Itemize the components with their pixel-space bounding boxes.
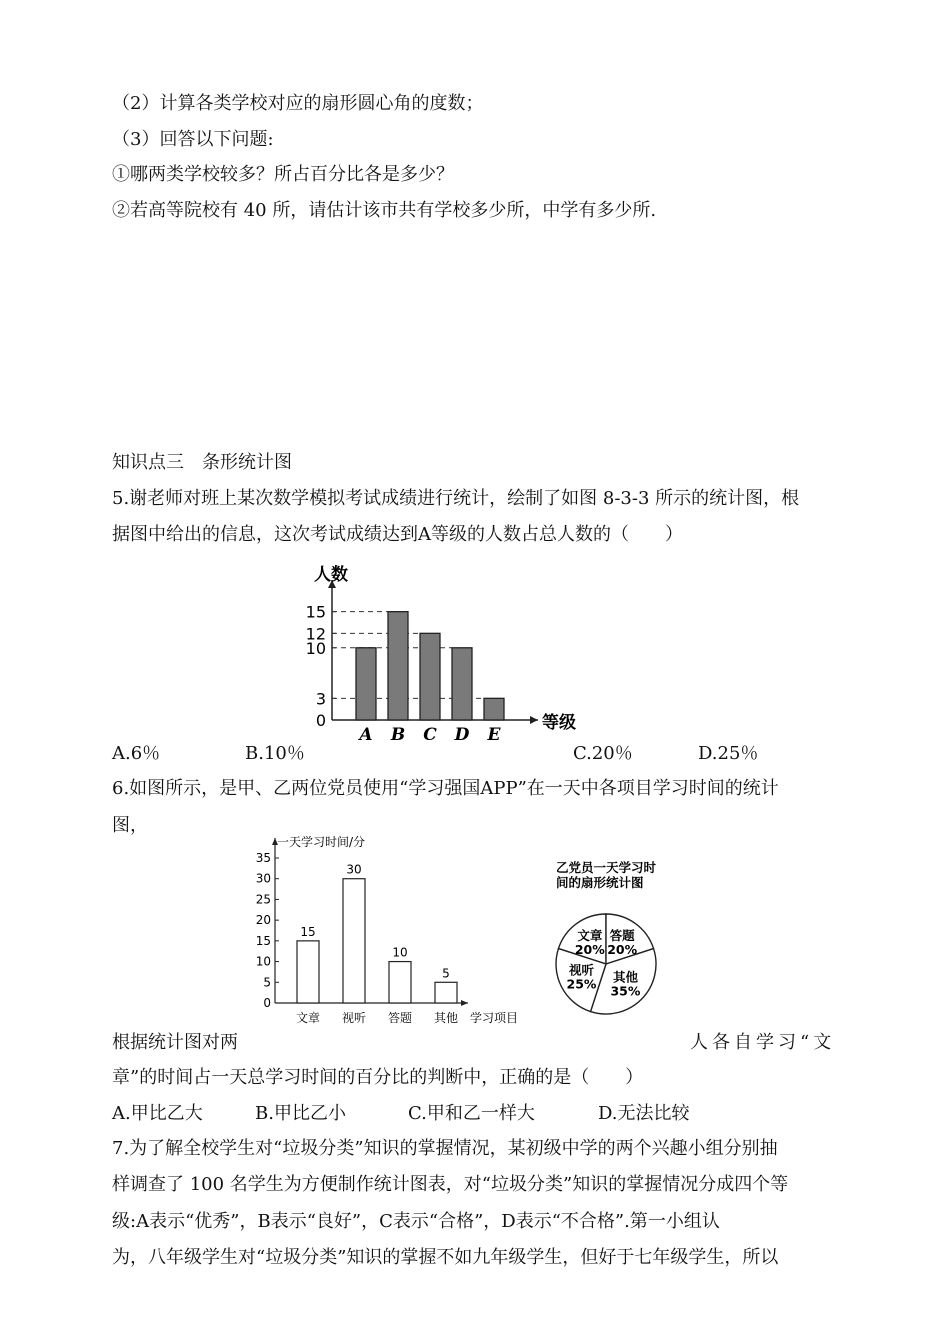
question-part-3-2: ②若高等院校有 40 所，请估计该市共有学校多少所，中学有多少所. [112,200,657,221]
x-tick-label: 其他 [433,1011,459,1025]
pie-value-label: 20% [574,941,605,957]
q5-option-a: A.6％ [112,743,161,764]
pie-title: 乙党员一天学习时 [556,860,657,875]
x-tick-label: C [423,725,437,745]
question-6-line-3-right: 人各自学习“文 [690,1032,836,1053]
question-5-line-1: 5.谢老师对班上某次数学模拟考试成绩进行统计，绘制了如图 8-3-3 所示的统计图，根 [112,488,800,509]
q6-option-b: B.甲比乙小 [255,1103,346,1124]
y-tick-label: 25 [255,892,271,907]
bar-文章 [297,941,319,1003]
question-part-3-1: ①哪两类学校较多？所占百分比各是多少？ [112,164,454,185]
bar-视听 [343,879,365,1003]
y-tick-label: 20 [255,913,271,928]
y-tick-label: 15 [305,602,326,622]
bar-C [420,633,440,720]
q6-option-c: C.甲和乙一样大 [408,1103,535,1124]
bar-B [388,612,408,720]
x-tick-label: 文章 [295,1011,321,1025]
x-axis-arrow [461,1000,468,1006]
x-tick-label: A [359,725,373,745]
question-7-line-4: 为，八年级学生对“垃圾分类”知识的掌握不如九年级学生，但好于七年级学生，所以 [112,1247,779,1268]
question-part-3: （3）回答以下问题: [112,129,274,150]
q5-option-d: D.25％ [698,743,759,764]
q5-option-c: C.20％ [573,743,633,764]
pie-value-label: 25% [566,976,597,992]
x-tick-label: 答题 [387,1011,413,1025]
bar-答题 [389,962,411,1003]
y-tick-label: 10 [255,954,271,969]
question-6-line-4: 章”的时间占一天总学习时间的百分比的判断中，正确的是（ ） [112,1067,644,1088]
y-tick-label: 12 [305,624,326,644]
bar-其他 [435,982,457,1003]
y-tick-label: 10 [305,638,326,658]
section-heading: 知识点三 条形统计图 [112,452,292,473]
y-tick-label: 15 [255,933,271,948]
question-7-line-1: 7.为了解全校学生对“垃圾分类”知识的掌握情况，某初级中学的两个兴趣小组分别抽 [112,1138,778,1159]
y-tick-label: 0 [263,996,271,1010]
data-label: 5 [442,966,450,981]
pie-title: 间的扇形统计图 [556,875,644,890]
y-tick-label: 5 [263,975,271,990]
question-7-line-2: 样调查了 100 名学生为方便制作统计图表，对“垃圾分类”知识的掌握情况分成四个等 [112,1174,789,1195]
x-axis-arrow [530,716,538,724]
y-axis-label: 人数 [314,565,348,585]
pie-label: 视听 [568,962,595,978]
study-time-pie-chart [548,856,698,1026]
question-6-line-2: 图， [112,815,148,836]
data-label: 30 [346,862,362,877]
x-tick-label: 视听 [341,1011,367,1025]
x-tick-label: D [454,725,470,745]
q6-option-d: D.无法比较 [598,1103,690,1124]
bar-D [452,648,472,720]
pie-label: 文章 [577,927,603,943]
y-tick-label: 30 [255,871,271,886]
y-tick-label: 3 [315,689,326,709]
question-part-2: （2）计算各类学校对应的扇形圆心角的度数； [112,93,484,114]
pie-value-label: 20% [607,941,638,957]
y-axis-label: 一天学习时间/分 [277,835,366,849]
q5-option-b: B.10％ [245,743,305,764]
x-axis-label: 学习项目 [470,1011,519,1025]
x-axis-label: 等级 [542,713,576,733]
data-label: 10 [392,945,408,960]
question-5-line-2: 据图中给出的信息，这次考试成绩达到A等级的人数占总人数的（ ） [112,524,683,545]
pie-label: 其他 [612,969,638,985]
y-tick-label: 0 [315,711,326,730]
pie-label: 答题 [609,927,635,943]
bar-E [484,698,504,720]
y-tick-label: 35 [255,851,271,865]
question-6-line-3-left: 根据统计图对两 [112,1032,238,1053]
x-tick-label: E [487,725,501,745]
question-6-line-1: 6.如图所示，是甲、乙两位党员使用“学习强国APP”在一天中各项目学习时间的统计 [112,778,779,799]
bar-A [356,648,376,720]
data-label: 15 [300,924,316,939]
question-7-line-3: 级:A表示“优秀”，B表示“良好”，C表示“合格”，D表示“不合格”.第一小组认 [112,1211,720,1232]
x-tick-label: B [390,725,406,745]
pie-value-label: 35% [610,983,641,999]
q6-option-a: A.甲比乙大 [112,1103,203,1124]
study-time-bar-chart [250,828,540,1028]
grade-bar-chart [290,558,590,748]
